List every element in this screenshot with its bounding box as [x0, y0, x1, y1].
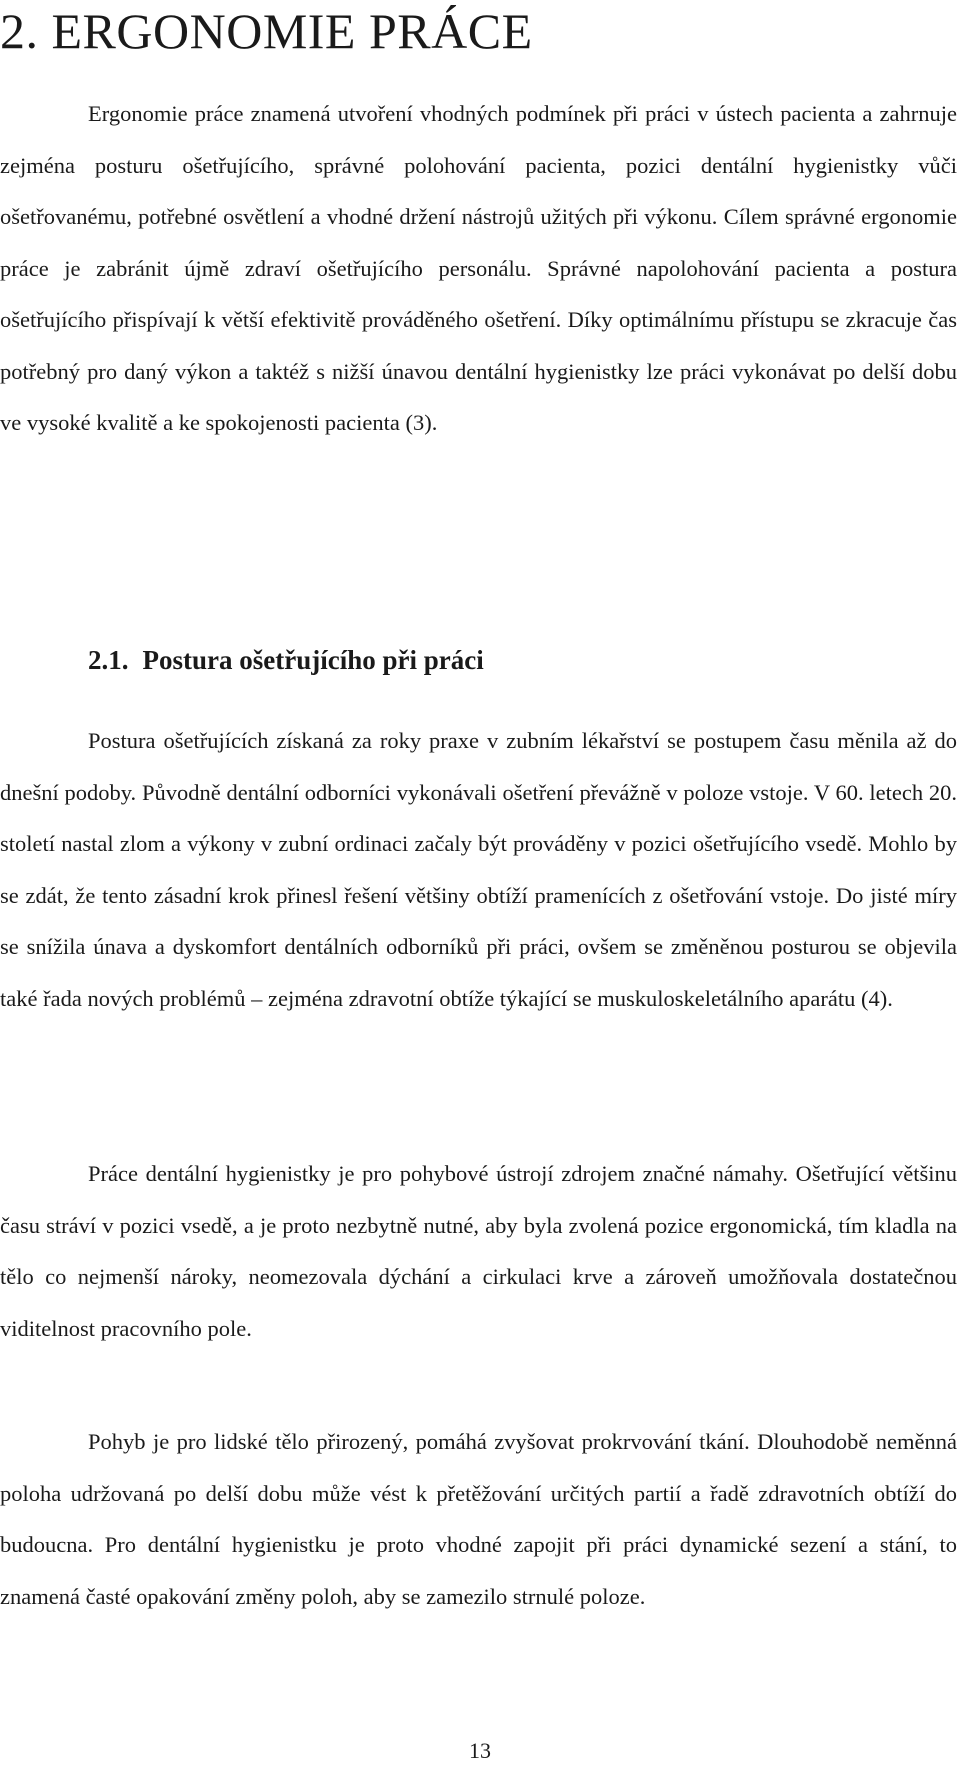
paragraph-posture-history: Postura ošetřujících získaná za roky praxe v zubním lékařství se postupem času měnila až do dnešní podoby. Původně dentální odborníci vykonávali ošetření převážně v poloze vstoje. V 60. letech 20. století nastal zlom a výkony v zubní ordinaci začaly být prováděny v pozici ošetřujícího vsedě. Mohlo by se zdát, že tento zásadní krok přinesl řešení většiny obtíží pramenících z ošetřování vstoje. Do jisté míry se snížila únava a dyskomfort dentálních odborníků při práci, ovšem se změněnou posturou se objevila také řada nových problémů – zejména zdravotní obtíže týkající se muskuloskeletálního aparátu (4).: [0, 728, 957, 1011]
paragraph-ergonomics-intro: Ergonomie práce znamená utvoření vhodných podmínek při práci v ústech pacienta a zahrnuje zejména posturu ošetřujícího, správné polohování pacienta, pozici dentální hygienistky vůči ošetřovanému, potřebné osvětlení a vhodné držení nástrojů užitých při výkonu. Cílem správné ergonomie práce je zabránit újmě zdraví ošetřujícího personálu. Správné napolohování pacienta a postura ošetřujícího přispívají k větší efektivitě prováděného ošetření. Díky optimálnímu přístupu se zkracuje čas potřebný pro daný výkon a taktéž s nižší únavou dentální hygienistky lze práci vykonávat po delší dobu ve vysoké kvalitě a ke spokojenosti pacienta (3).: [0, 101, 957, 435]
chapter-title: 2. ERGONOMIE PRÁCE: [0, 3, 533, 59]
page-number: 13: [469, 1738, 491, 1763]
section-number: 2.1.: [88, 645, 129, 675]
paragraph-movement: Pohyb je pro lidské tělo přirozený, pomáhá zvyšovat prokrvování tkání. Dlouhodobě neměnná poloha udržovaná po delší dobu může vést k přetěžování určitých partií a řadě zdravotních obtíží do budoucna. Pro dentální hygienistku je proto vhodné zapojit při práci dynamické sezení a stání, to znamená časté opakování změny poloh, aby se zamezilo strnulé poloze.: [0, 1429, 957, 1609]
paragraph-physical-strain: Práce dentální hygienistky je pro pohybové ústrojí zdrojem značné námahy. Ošetřující většinu času stráví v pozici vsedě, a je proto nezbytně nutné, aby byla zvolená pozice ergonomická, tím kladla na tělo co nejmenší nároky, neomezovala dýchání a cirkulaci krve a zároveň umožňovala dostatečnou viditelnost pracovního pole.: [0, 1161, 957, 1341]
section-title: Postura ošetřujícího při práci: [142, 645, 484, 675]
section-heading: [88, 640, 484, 680]
